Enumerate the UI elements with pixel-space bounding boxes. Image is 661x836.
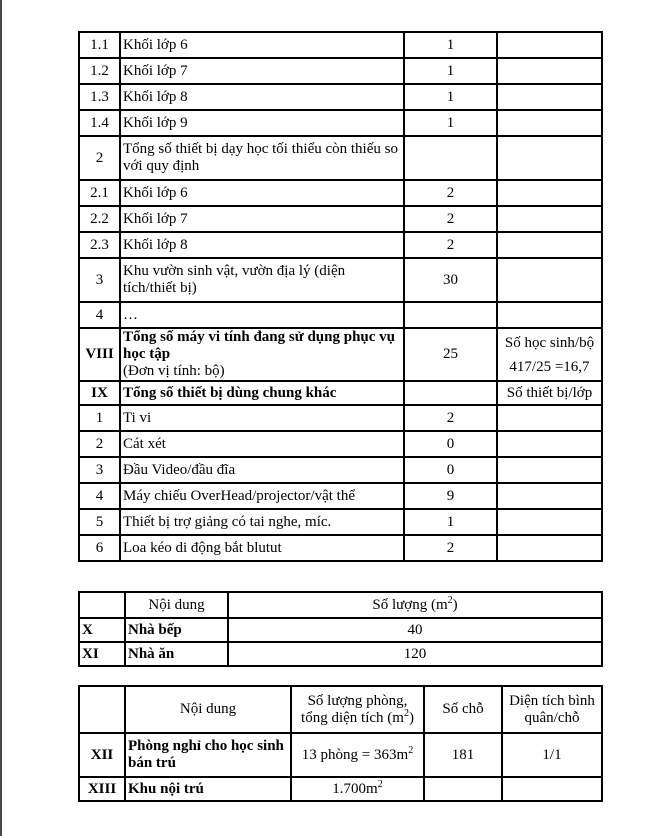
- table-row: [79, 232, 602, 258]
- row-number: 1.2: [79, 58, 120, 84]
- row-number: 1.4: [79, 110, 120, 136]
- rooms-value: 1.700m: [332, 780, 378, 797]
- row-seats: 181: [424, 733, 502, 777]
- row-number: 4: [79, 483, 120, 509]
- table-row: [79, 302, 602, 328]
- row-area: 1/1: [502, 733, 602, 777]
- row-rooms: [291, 777, 424, 801]
- rooms-sup: 2: [377, 778, 383, 790]
- header-area-line-1: Diện tích bình: [509, 692, 595, 709]
- row-label: [120, 328, 404, 381]
- row-label: Cát xét: [120, 431, 404, 457]
- note-line-1: Số học sinh/bộ: [504, 334, 595, 351]
- table-row: [79, 733, 602, 777]
- row-value: 1: [404, 58, 497, 84]
- header-rooms: [291, 686, 424, 733]
- row-value: 40: [228, 618, 602, 642]
- table-row: [79, 642, 602, 666]
- row-label: Nhà bếp: [125, 618, 228, 642]
- header-content: Nội dung: [125, 592, 228, 618]
- row-value: 2: [404, 535, 497, 561]
- table-row: [79, 136, 602, 180]
- row-label: Đầu Video/đầu đĩa: [120, 457, 404, 483]
- row-label: Máy chiếu OverHead/projector/vật thể: [120, 483, 404, 509]
- page-left-border: [0, 0, 2, 836]
- header-no: [79, 686, 125, 733]
- table-row: [79, 32, 602, 58]
- row-label: Phòng nghỉ cho học sinh bán trú: [125, 733, 291, 777]
- row-number: XIII: [79, 777, 125, 801]
- table-row: [79, 457, 602, 483]
- table-row: [79, 206, 602, 232]
- row-label: Khối lớp 6: [120, 32, 404, 58]
- row-area: [502, 777, 602, 801]
- row-seats: [424, 777, 502, 801]
- boarding-table: [78, 685, 603, 802]
- row-number: 2.3: [79, 232, 120, 258]
- row-number: 5: [79, 509, 120, 535]
- header-quantity-end: ): [452, 596, 458, 613]
- header-quantity: [228, 592, 602, 618]
- row-note: [497, 110, 602, 136]
- table-row: [79, 431, 602, 457]
- header-quantity-sup: 2: [447, 594, 453, 606]
- table-row: [79, 180, 602, 206]
- row-value: 30: [404, 258, 497, 302]
- row-label: Tổng số thiết bị dùng chung khác: [120, 381, 404, 405]
- row-note: [497, 457, 602, 483]
- row-number: 3: [79, 258, 120, 302]
- rooms-sup: 2: [408, 744, 414, 756]
- header-area: [502, 686, 602, 733]
- row-label: Khối lớp 9: [120, 110, 404, 136]
- header-area-line-2: quân/chỗ: [524, 709, 580, 726]
- row-number: 1.3: [79, 84, 120, 110]
- table-row: [79, 777, 602, 801]
- row-label: Khối lớp 8: [120, 84, 404, 110]
- row-number: 1: [79, 405, 120, 431]
- table-row: [79, 110, 602, 136]
- row-number: VIII: [79, 328, 120, 381]
- row-note: Số thiết bị/lớp: [497, 381, 602, 405]
- row-number: 2.2: [79, 206, 120, 232]
- row-label: …: [120, 302, 404, 328]
- header-seats: Số chỗ: [424, 686, 502, 733]
- note-line-2: 417/25 =16,7: [509, 358, 590, 375]
- row-value: 1: [404, 110, 497, 136]
- row-note: [497, 431, 602, 457]
- row-note: [497, 232, 602, 258]
- header-rooms-line-2: [294, 707, 421, 727]
- row-value: 2: [404, 180, 497, 206]
- row-note: [497, 58, 602, 84]
- row-label: Khối lớp 7: [120, 206, 404, 232]
- row-number: XI: [79, 642, 125, 666]
- table-row: [79, 381, 602, 405]
- row-note: [497, 405, 602, 431]
- table-row: [79, 258, 602, 302]
- row-label: Nhà ăn: [125, 642, 228, 666]
- row-value: 25: [404, 328, 497, 381]
- equipment-table: [78, 31, 603, 562]
- kitchen-table: [78, 591, 603, 667]
- row-value: 1: [404, 509, 497, 535]
- rooms-value: 13 phòng = 363m: [301, 746, 409, 763]
- row-value: 2: [404, 206, 497, 232]
- row-note: [497, 258, 602, 302]
- table-row: [79, 618, 602, 642]
- row-number: IX: [79, 381, 120, 405]
- row-label: Ti vi: [120, 405, 404, 431]
- unit-label: (Đơn vị tính: bộ): [123, 363, 225, 379]
- table-row: [79, 328, 602, 381]
- table-row: [79, 84, 602, 110]
- row-number: XII: [79, 733, 125, 777]
- table-row: [79, 509, 602, 535]
- row-value: [404, 136, 497, 180]
- header-rooms-end: ): [408, 709, 414, 726]
- row-value: 0: [404, 431, 497, 457]
- row-value: 9: [404, 483, 497, 509]
- row-note: [497, 84, 602, 110]
- row-note: [497, 483, 602, 509]
- row-label: Khu vườn sinh vật, vườn địa lý (diện tích/thiết bị): [120, 258, 404, 302]
- row-note: [497, 206, 602, 232]
- row-number: 2: [79, 136, 120, 180]
- row-note: [497, 32, 602, 58]
- row-value: 1: [404, 32, 497, 58]
- row-number: 4: [79, 302, 120, 328]
- row-label: Khu nội trú: [125, 777, 291, 801]
- row-value: [404, 302, 497, 328]
- table-row: [79, 483, 602, 509]
- row-value: 2: [404, 405, 497, 431]
- row-value: [404, 381, 497, 405]
- row-number: X: [79, 618, 125, 642]
- row-label: Tổng số thiết bị dạy học tối thiểu còn thiếu so với quy định: [120, 136, 404, 180]
- table-header-row: [79, 686, 602, 733]
- table-row: [79, 58, 602, 84]
- row-number: 2.1: [79, 180, 120, 206]
- row-rooms: [291, 733, 424, 777]
- row-number: 2: [79, 431, 120, 457]
- row-value: 0: [404, 457, 497, 483]
- row-note: [497, 535, 602, 561]
- header-rooms-text: tổng diện tích (m: [301, 709, 404, 726]
- row-number: 1.1: [79, 32, 120, 58]
- header-quantity-text: Số lượng (m: [372, 596, 448, 613]
- table-row: [79, 535, 602, 561]
- row-label: Khối lớp 6: [120, 180, 404, 206]
- header-no: [79, 592, 125, 618]
- computers-label: Tổng số máy vi tính đang sử dụng phục vụ học tập: [123, 329, 396, 362]
- row-label: Thiết bị trợ giảng có tai nghe, míc.: [120, 509, 404, 535]
- table-row: [79, 405, 602, 431]
- row-value: 2: [404, 232, 497, 258]
- row-value: 120: [228, 642, 602, 666]
- row-value: 1: [404, 84, 497, 110]
- row-label: Khối lớp 7: [120, 58, 404, 84]
- row-label: Loa kéo di động bắt blutut: [120, 535, 404, 561]
- header-content: Nội dung: [125, 686, 291, 733]
- row-note: [497, 180, 602, 206]
- row-label: Khối lớp 8: [120, 232, 404, 258]
- row-note: [497, 328, 602, 381]
- header-rooms-sup: 2: [403, 707, 409, 719]
- header-rooms-line-1: Số lượng phòng,: [307, 692, 408, 709]
- row-note: [497, 302, 602, 328]
- row-number: 3: [79, 457, 120, 483]
- row-note: [497, 509, 602, 535]
- row-note: [497, 136, 602, 180]
- row-number: 6: [79, 535, 120, 561]
- table-header-row: [79, 592, 602, 618]
